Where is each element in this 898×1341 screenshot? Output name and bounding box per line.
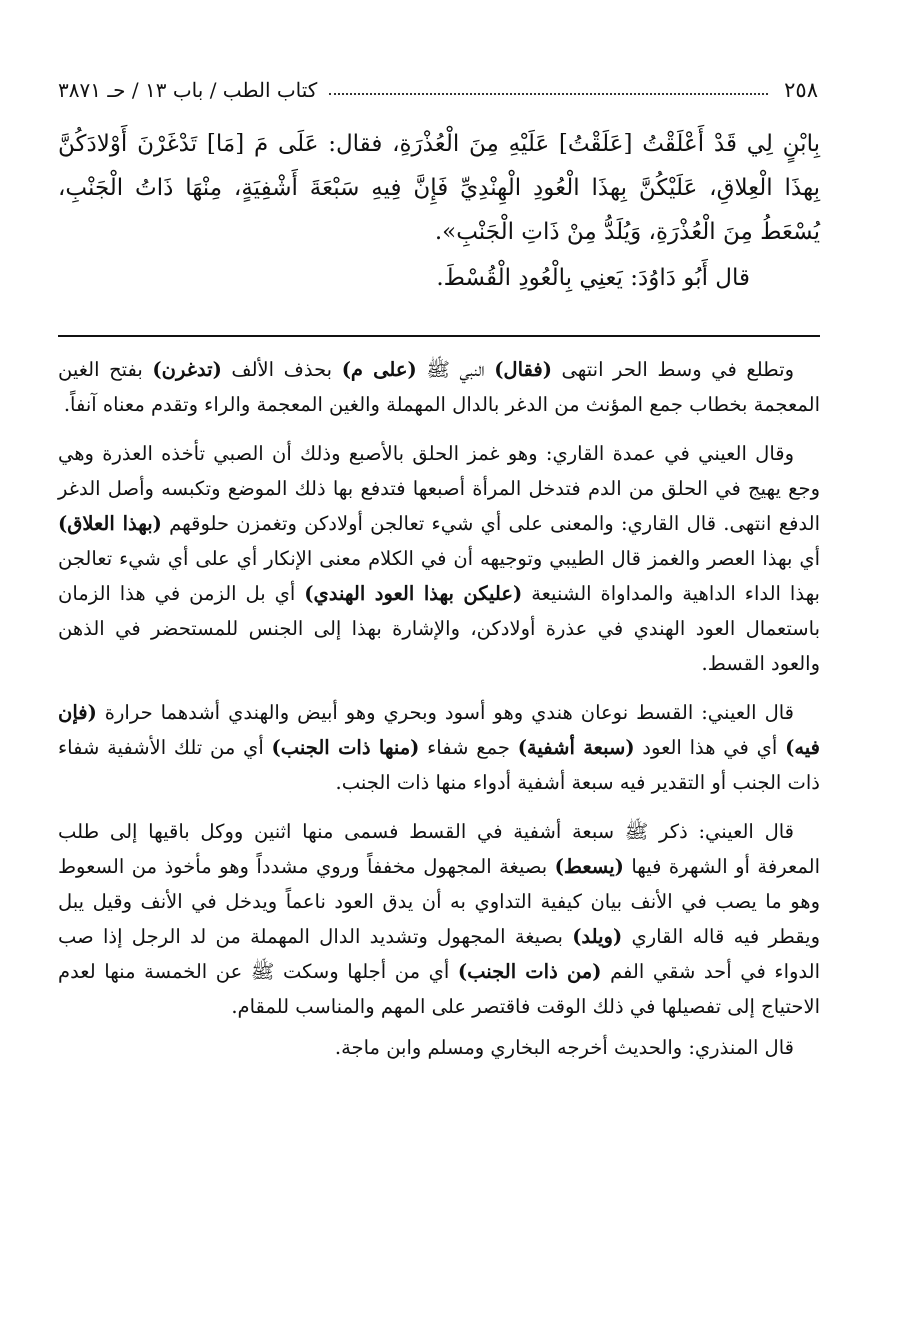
commentary [58, 352, 820, 1079]
bold-lemma: (على م) [341, 358, 417, 381]
text-run: أي في هذا العود [634, 736, 786, 759]
text-run: بحذف الألف [221, 358, 342, 381]
text-run: قال العيني: ذكر ﷺ سبعة أشفية في القسط فسمى منها اثنين ووكل باقيها إلى طلب المعرفة أو الشهرة فيها [58, 820, 820, 878]
dotted-leader [329, 93, 768, 95]
abu-dawud-note: قال أَبُو دَاوُدَ: يَعنِي بِالْعُودِ الْقُسْطَ. [436, 265, 750, 291]
bold-lemma: (بهذا العلاق) [58, 512, 162, 535]
page-header [58, 62, 818, 102]
text-run: أي بل الزمن في هذا الزمان باستعمال العود الهندي في عذرة أولادكن، والإشارة بهذا إلى الجنس للمستحضر في الذهن والعود القسط. [58, 582, 820, 675]
text-run: أي من تلك الأشفية شفاء ذات الجنب أو التقدير فيه سبعة أشفية أدواء منها ذات الجنب. [58, 736, 820, 794]
bold-lemma: (يسعط) [554, 855, 624, 878]
bold-lemma: (فقال) [494, 358, 552, 381]
commentary-paragraph-1 [58, 352, 820, 422]
commentary-paragraph-2 [58, 436, 820, 681]
text-run: جمع شفاء [419, 736, 518, 759]
commentary-paragraph-5: قال المنذري: والحديث أخرجه البخاري ومسلم وابن ماجة. [334, 1036, 794, 1059]
text-run: أي بهذا العصر والغمز قال الطيبي وتوجيهه أن في الكلام معنى الإنكار أي على أي شيء تعالجن بهذا الداء الداهية والمداواة الشنيعة [58, 547, 820, 605]
hadith-body: بِابْنٍ لِي قَدْ أَعْلَقْتُ [عَلَقْتُ] عَلَيْهِ مِنَ الْعُذْرَةِ، فقال: عَلَى مَ [مَا] تَدْغَرْنَ أَوْلادَكُنَّ بِهذَا الْعِلاقِ، عَلَيْكُنَّ بِهذَا الْعُودِ الْهِنْدِيِّ فَإِنَّ فِيهِ سَبْعَةَ أَشْفِيَةٍ، مِنْهَا ذَاتُ الْجَنْبِ، يُسْعَطُ مِنَ الْعُذْرَةِ، وَيُلَدُّ مِنْ ذَاتِ الْجَنْبِ». [58, 131, 820, 245]
bold-lemma: (تدغرن) [152, 358, 222, 381]
separator-rule [58, 335, 820, 337]
bold-lemma: (منها ذات الجنب) [271, 736, 420, 759]
bold-lemma: (عليكن بهذا العود الهندي) [304, 582, 523, 605]
text-run: بصيغة المجهول مخففاً وروي مشدداً وهو مأخوذ من السعوط وهو ما يصب في الأنف بيان كيفية التداوي به أن يدق العود ناعماً ويدخل في الأنف وقيل يبل ويقطر فيه قاله القاري [58, 855, 820, 948]
text-run: وتطلع في وسط الحر انتهى [551, 358, 795, 381]
text-run: النبي ﷺ [416, 358, 495, 381]
text-run: بصيغة المجهول وتشديد الدال المهملة من لد الرجل إذا صب الدواء في أحد شقي الفم [58, 925, 820, 983]
commentary-paragraph-4 [58, 814, 820, 1024]
running-title: كتاب الطب / باب ١٣ / حـ ٣٨٧١ [58, 78, 318, 102]
hadith-text [58, 122, 820, 300]
bold-lemma: (ويلد) [572, 925, 623, 948]
text-run: قال العيني: القسط نوعان هندي وهو أسود وبحري وهو أبيض والهندي أشدهما حرارة [96, 701, 794, 724]
text-run: بفتح الغين المعجمة بخطاب جمع المؤنث من الدغر بالدال المهملة والغين المعجمة والراء وتقدم معناه آنفاً. [58, 358, 820, 416]
bold-lemma: (سبعة أشفية) [517, 736, 635, 759]
commentary-paragraph-3 [58, 695, 820, 800]
bold-lemma: (من ذات الجنب) [457, 960, 602, 983]
bold-lemma: (فإن فيه) [58, 701, 820, 759]
text-run: وقال العيني في عمدة القاري: وهو غمز الحلق بالأصبع وذلك أن الصبي تأخذه العذرة وهي وجع يهيج في الحلق من الدم فتدخل المرأة أصبعها فتدفع بها ذلك الموضع وتكبسه وأصل الدغر الدفع انتهى. قال القاري: والمعنى على أي شيء تعالجن أولادكن وتغمزن حلوقهم [58, 442, 821, 535]
text-run: أي من أجلها وسكت ﷺ عن الخمسة منها لعدم الاحتياج إلى تفصيلها في ذلك الوقت فاقتصر على المهم والمناسب للمقام. [58, 960, 820, 1018]
page-number: ٢٥٨ [784, 78, 818, 102]
